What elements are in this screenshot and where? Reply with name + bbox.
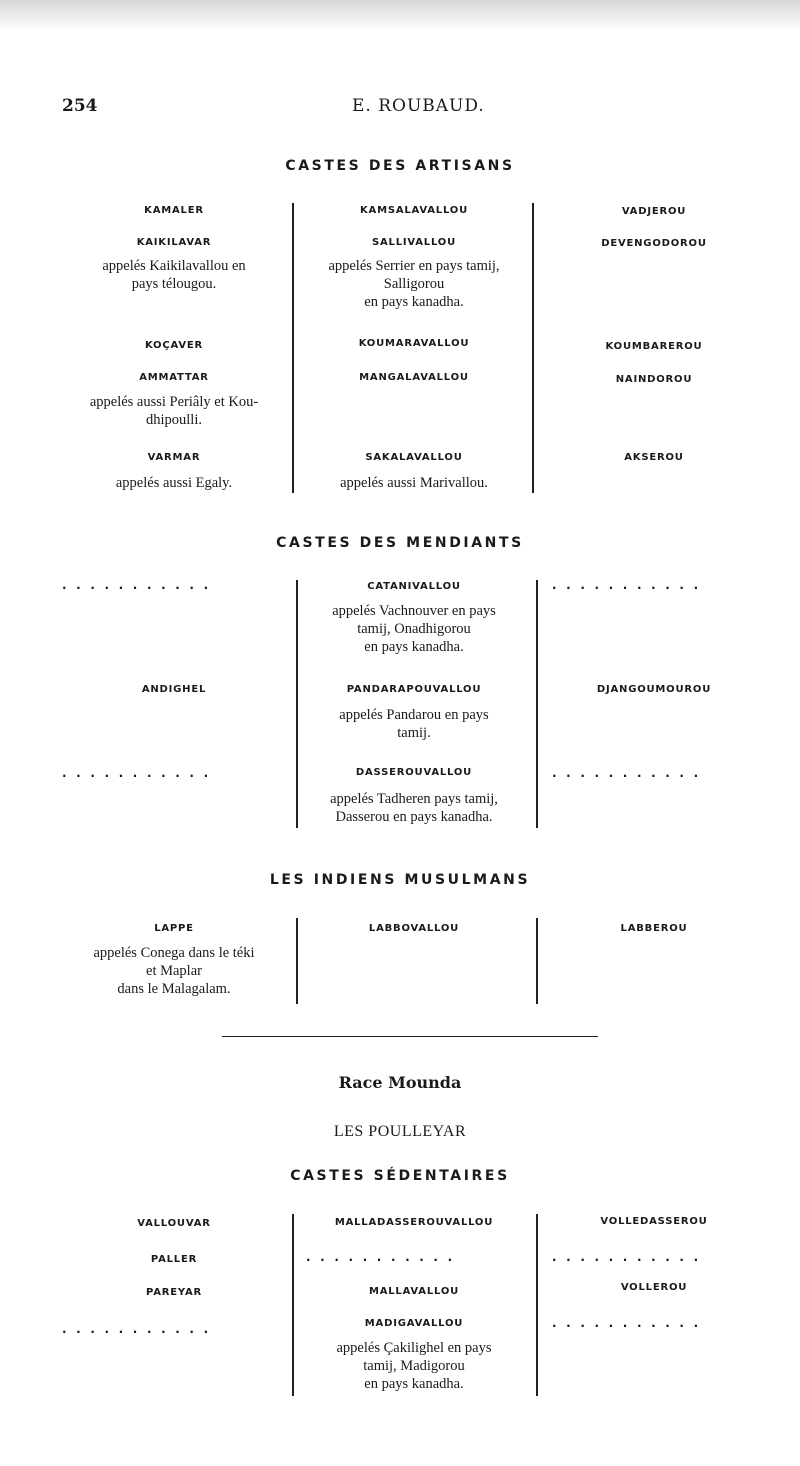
- caste-name: LABBOVALLOU: [368, 923, 460, 934]
- page-number: 254: [62, 96, 98, 116]
- column-divider: [536, 580, 538, 828]
- column-divider: [292, 203, 294, 493]
- caste-name: PAREYAR: [145, 1287, 202, 1298]
- caste-name: MALLAVALLOU: [368, 1286, 460, 1297]
- caste-note: appelés Vachnouver en pays tamij, Onadhigorou en pays kanadha.: [332, 603, 496, 655]
- race-subtitle: LES POULLEYAR: [333, 1123, 467, 1140]
- caste-name: MANGALAVALLOU: [359, 372, 469, 383]
- section-rule: [222, 1036, 598, 1037]
- column-divider: [532, 203, 534, 493]
- caste-name: VOLLEROU: [620, 1282, 688, 1293]
- caste-note: appelés Conega dans le téki et Maplar dans le Malagalam.: [93, 945, 255, 997]
- caste-name: MALLADASSEROUVALLOU: [334, 1217, 494, 1228]
- caste-name: LABBEROU: [620, 923, 688, 934]
- dotted-leader: ...........: [62, 1322, 218, 1336]
- caste-name: AMMATTAR: [139, 372, 209, 383]
- previous-page-bleed: [0, 0, 800, 32]
- caste-note: appelés Çakilighel en pays tamij, Madigorou en pays kanadha.: [336, 1340, 492, 1392]
- caste-name: KOÇAVER: [144, 340, 204, 351]
- running-title: E. ROUBAUD.: [352, 96, 485, 116]
- caste-note: appelés Pandarou en pays tamij.: [339, 707, 489, 741]
- caste-name: MADIGAVALLOU: [364, 1318, 464, 1329]
- caste-name: KAMALER: [144, 205, 204, 216]
- dotted-leader: ...........: [62, 578, 218, 592]
- caste-note: appelés Tadheren pays tamij, Dasserou en pays kanadha.: [330, 791, 498, 825]
- dotted-leader: ...........: [62, 766, 218, 780]
- caste-name: DJANGOUMOUROU: [596, 684, 712, 695]
- column-divider: [536, 1214, 538, 1396]
- caste-name: KOUMARAVALLOU: [358, 338, 470, 349]
- dotted-leader: ...........: [552, 1250, 708, 1264]
- caste-note: appelés Serrier en pays tamij, Salligorou en pays kanadha.: [328, 258, 500, 310]
- caste-name: VARMAR: [147, 452, 201, 463]
- caste-name: KAIKILAVAR: [136, 237, 212, 248]
- caste-name: DEVENGODOROU: [601, 238, 707, 249]
- heading-musulmans: LES INDIENS MUSULMANS: [269, 872, 531, 888]
- caste-name: SALLIVALLOU: [371, 237, 456, 248]
- caste-name: VALLOUVAR: [137, 1218, 211, 1229]
- dotted-leader: ...........: [552, 1316, 708, 1330]
- column-divider: [292, 1214, 294, 1396]
- caste-name: DASSEROUVALLOU: [355, 767, 473, 778]
- dotted-leader: ...........: [306, 1250, 462, 1264]
- race-title: Race Mounda: [338, 1073, 462, 1092]
- heading-artisans: CASTES DES ARTISANS: [285, 158, 515, 174]
- caste-name: CATANIVALLOU: [367, 581, 461, 592]
- dotted-leader: ...........: [552, 578, 708, 592]
- caste-name: VOLLEDASSEROU: [600, 1216, 708, 1227]
- caste-name: PALLER: [150, 1254, 198, 1265]
- caste-name: PANDARAPOUVALLOU: [346, 684, 482, 695]
- caste-name: SAKALAVALLOU: [365, 452, 463, 463]
- dotted-leader: ...........: [552, 766, 708, 780]
- heading-sedentaires: CASTES SÉDENTAIRES: [290, 1168, 510, 1184]
- caste-note: appelés aussi Periâly et Kou- dhipoulli.: [89, 394, 259, 428]
- caste-name: KAMSALAVALLOU: [359, 205, 469, 216]
- caste-name: KOUMBAREROU: [605, 341, 703, 352]
- caste-note: appelés Kaikilavallou en pays télougou.: [102, 258, 246, 292]
- caste-name: ANDIGHEL: [141, 684, 207, 695]
- caste-name: NAINDOROU: [615, 374, 693, 385]
- caste-note: appelés aussi Marivallou.: [340, 475, 488, 491]
- caste-note: appelés aussi Egaly.: [115, 475, 233, 491]
- heading-mendiants: CASTES DES MENDIANTS: [276, 535, 524, 551]
- caste-name: LAPPE: [154, 923, 194, 934]
- caste-name: AKSEROU: [624, 452, 684, 463]
- caste-name: VADJEROU: [621, 206, 687, 217]
